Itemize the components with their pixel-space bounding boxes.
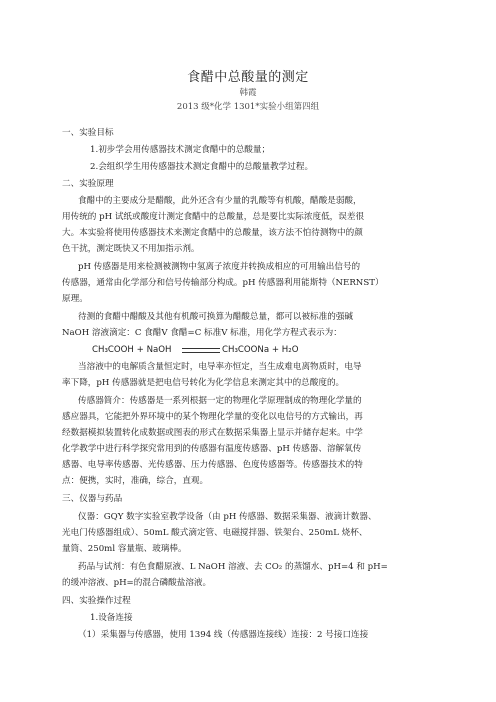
body-line: 1.初步学会用传感器技术测定食醋中的总酸量； [90, 145, 271, 155]
section-heading: 二、实验原理 [62, 179, 114, 189]
section-heading: 一、实验目标 [62, 128, 114, 138]
body-line: 感应器具，它能把外界环境中的某个物理化学量的变化以电信号的方式输出，再 [62, 412, 363, 422]
body-line: 化学教学中进行科学探究常用到的传感器有温度传感器、pH 传感器、溶解氧传 [62, 444, 362, 454]
body-line: 点：便携，实时，准确，综合，直观。 [62, 476, 209, 486]
body-line: 原理。 [62, 294, 88, 304]
body-line: 1.设备连接 [90, 613, 133, 623]
body-line: （1）采集器与传感器，使用 1394 线（传感器连接线）连接：2 号接口连接 [78, 630, 369, 640]
body-line: 色干扰，测定既快又不用加指示剂。 [62, 244, 200, 254]
body-line: 感器、电导率传感器、光传感器、压力传感器、色度传感器等。传感器技术的特 [62, 460, 363, 470]
author-name: 韩霞 [239, 88, 257, 98]
body-line: 当溶液中的电解质含量恒定时，电导率亦恒定，当生成难电离物质时，电导 [78, 362, 362, 372]
body-line: 传感器，通常由化学部分和信号传输部分构成。pH 传感器利用能斯特（NERNST） [62, 278, 384, 288]
equation-right: CH₃COONa + H₂O [222, 345, 299, 355]
equation-arrow [182, 348, 220, 353]
body-line: 仪器：GQY 数字实验室教学设备（由 pH 传感器、数据采集器、液滴计数器、 [78, 512, 377, 522]
body-line: 2.会组织学生用传感器技术测定食醋中的总酸量教学过程。 [90, 162, 314, 172]
body-line: 待测的食醋中醋酸及其他有机酸可换算为醋酸总量，都可以被标准的强碱 [78, 312, 354, 322]
body-line: 光电门传感器组成）、50mL 酸式滴定管、电磁搅拌器、铁架台、250mL 烧杯、 [62, 528, 368, 538]
body-line: 率下降，pH 传感器就是把电信号转化为化学信息来测定其中的总酸度的。 [62, 378, 345, 388]
section-heading: 四、实验操作过程 [62, 596, 131, 606]
equation-left: CH₃COOH + NaOH [92, 345, 172, 355]
body-line: 量筒、250ml 容量瓶、玻璃棒。 [62, 544, 187, 554]
body-line: 传感器简介：传感器是一系列根据一定的物理化学原理制成的物理化学量的 [78, 396, 362, 406]
body-line: pH 传感器是用来检测被测物中氢离子浓度并转换成相应的可用输出信号的 [78, 262, 361, 272]
body-line: 食醋中的主要成分是醋酸，此外还含有少量的乳酸等有机酸，醋酸是弱酸， [78, 196, 362, 206]
body-line: 大。本实验将使用传感器技术来测定食醋中的总酸量，该方法不怕待测物中的颜 [62, 228, 363, 238]
section-heading: 三、仪器与药品 [62, 494, 123, 504]
class-line: 2013 级*化学 1301*实验小组第四组 [176, 102, 320, 112]
body-line: 用传统的 pH 试纸或酸度计测定食醋中的总酸量，总是要比实际浓度低，误差很 [62, 212, 365, 222]
document-title: 食醋中总酸量的测定 [187, 70, 309, 85]
body-line: 药品与试剂：有色食醋原液、L NaOH 溶液、去 CO₂ 的蒸馏水、pH=4 和 pH= [78, 562, 388, 572]
body-line: NaOH 溶液滴定：C 食醋V 食醋=C 标准V 标准，用化学方程式表示为： [62, 328, 342, 338]
body-line: 经数据模拟装置转化成数据或图表的形式在数据采集器上显示并储存起来。中学 [62, 428, 363, 438]
body-line: 的缓冲溶液、pH=的混合磷酸盐溶液。 [62, 578, 212, 588]
